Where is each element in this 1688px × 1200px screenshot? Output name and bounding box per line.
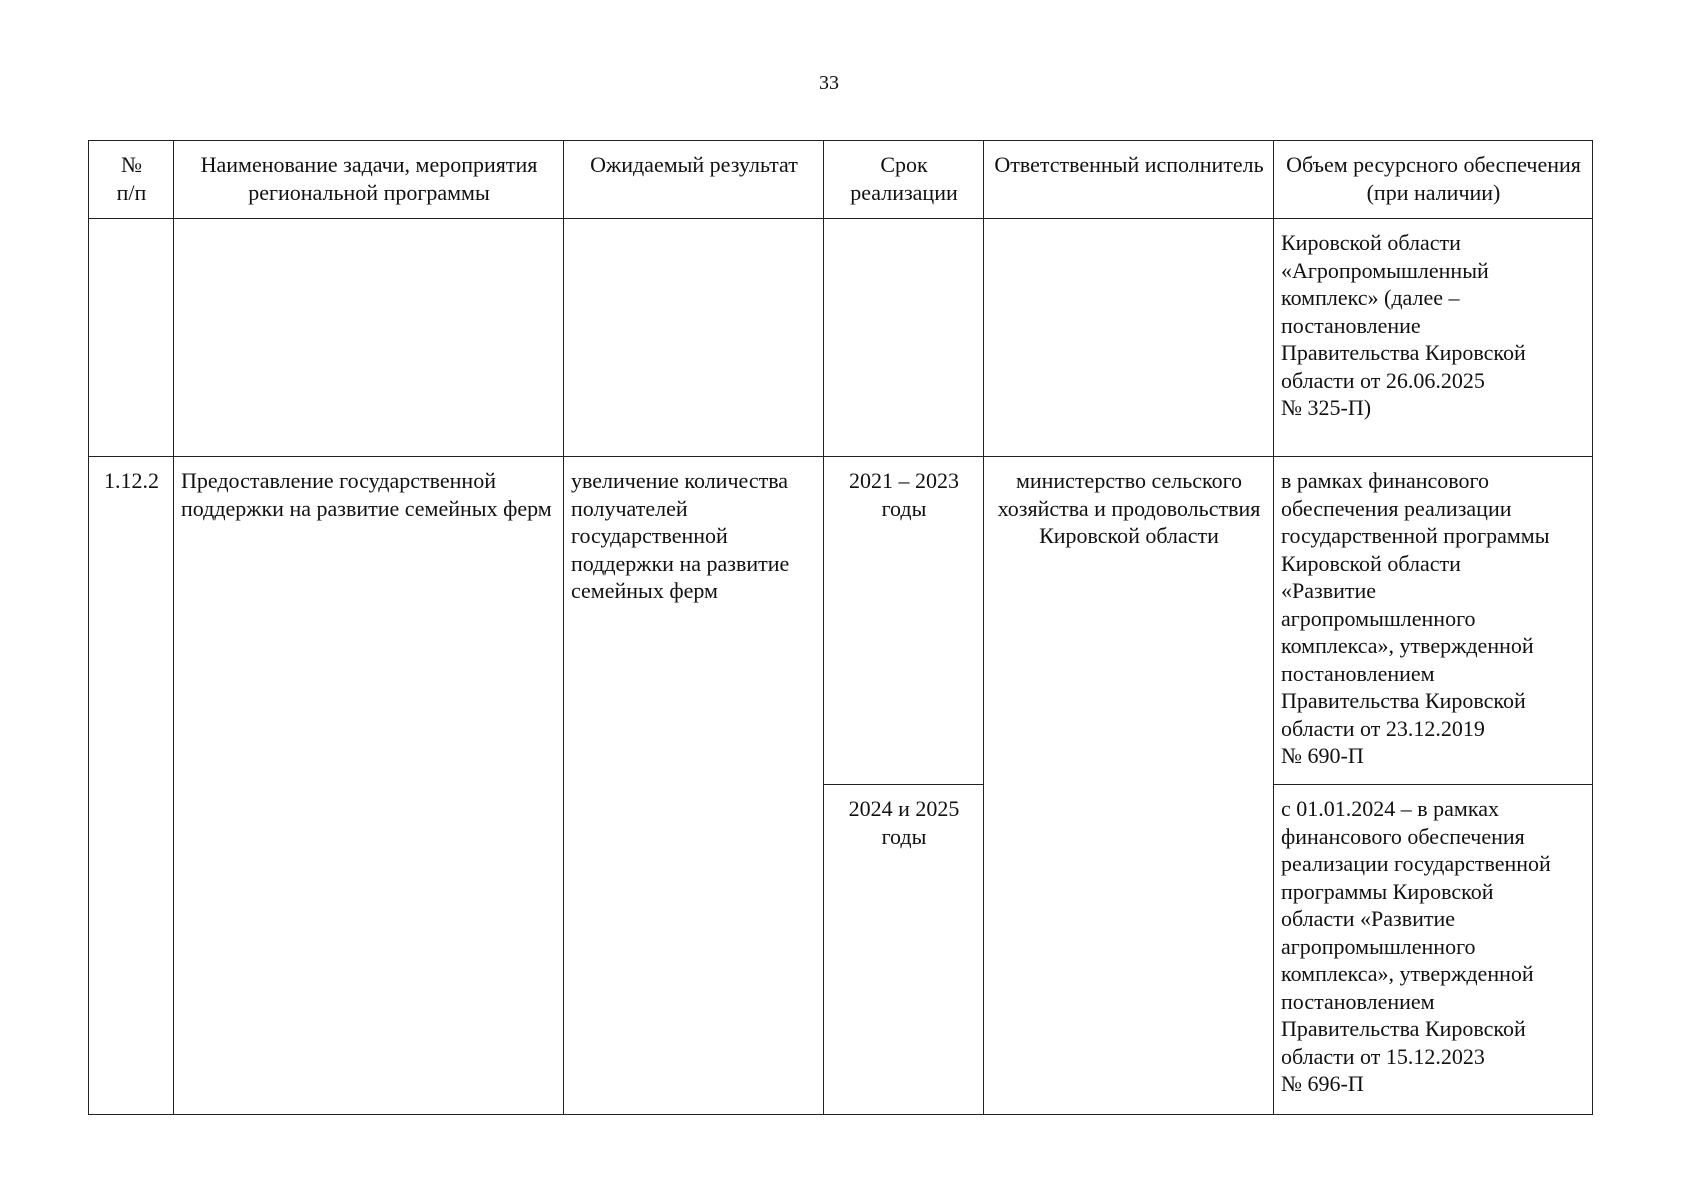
cell-number: 1.12.2 (89, 457, 174, 1115)
header-executor: Ответственный исполнитель (984, 141, 1274, 219)
header-term: Срок реализации (824, 141, 984, 219)
table-header-row (89, 141, 1593, 219)
cell-executor (984, 219, 1274, 457)
cell-resources: с 01.01.2024 – в рамках финансового обеспечения реализации государственной программы Кировской области «Развитие агропромышленного комплекса», утвержденной постановлением Правительства Кировской области от 15.12.2023 № 696-П (1274, 785, 1593, 1115)
cell-resources: в рамках финансового обеспечения реализации государственной программы Кировской области «Развитие агропромышленного комплекса», утвержденной постановлением Правительства Кировской области от 23.12.2019 № 690-П (1274, 457, 1593, 785)
header-number: № п/п (89, 141, 174, 219)
header-name: Наименование задачи, мероприятия региональной программы (174, 141, 564, 219)
header-result: Ожидаемый результат (564, 141, 824, 219)
page-number: 33 (819, 72, 839, 94)
cell-name: Предоставление государственной поддержки на развитие семейных ферм (174, 457, 564, 1115)
program-table (88, 140, 1593, 1115)
table-row-item (89, 457, 1593, 785)
cell-term: 2024 и 2025 годы (824, 785, 984, 1115)
cell-number (89, 219, 174, 457)
cell-result (564, 219, 824, 457)
cell-executor: министерство сельского хозяйства и продовольствия Кировской области (984, 457, 1274, 1115)
header-resources: Объем ресурсного обеспечения (при наличии) (1274, 141, 1593, 219)
cell-result: увеличение количества получателей государственной поддержки на развитие семейных ферм (564, 457, 824, 1115)
cell-term: 2021 – 2023 годы (824, 457, 984, 785)
cell-name (174, 219, 564, 457)
cell-resources: Кировской области «Агропромышленный комплекс» (далее – постановление Правительства Кировской области от 26.06.2025 № 325-П) (1274, 219, 1593, 457)
table-row-continuation (89, 219, 1593, 457)
cell-term (824, 219, 984, 457)
